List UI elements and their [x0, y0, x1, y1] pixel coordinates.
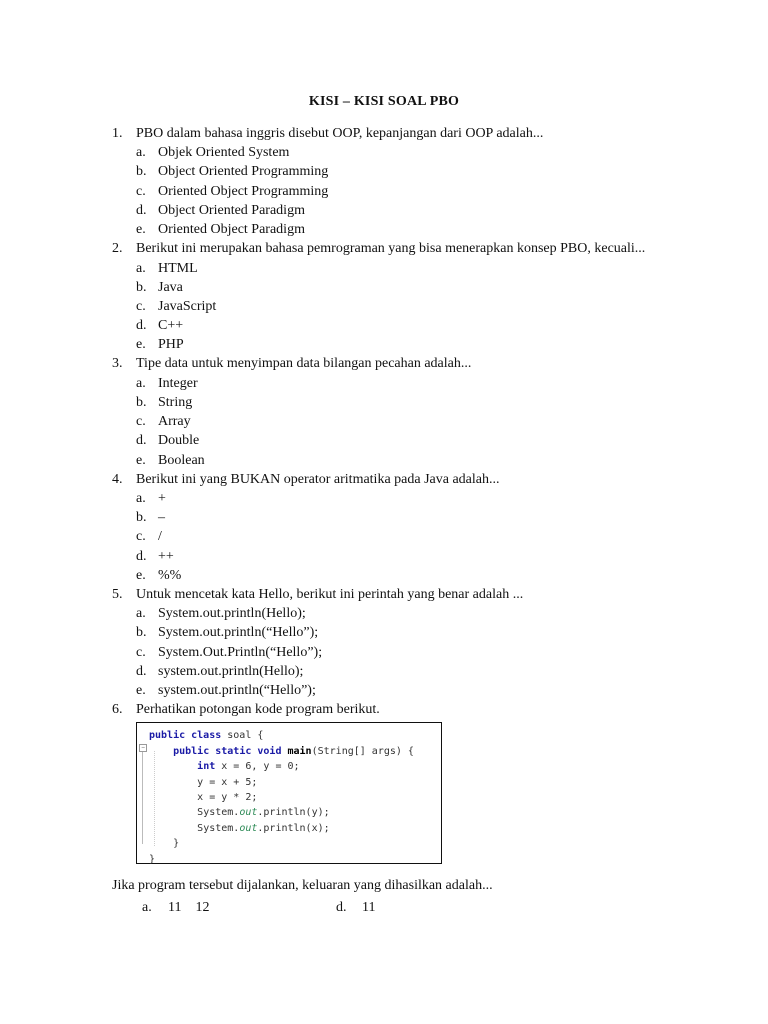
option-letter: e.: [136, 222, 146, 238]
option-text: Java: [158, 279, 183, 295]
option-letter: a.: [136, 606, 146, 622]
option-text: PHP: [158, 337, 184, 353]
question-5: [112, 585, 732, 700]
option-text: /: [158, 529, 162, 545]
code-snippet-image: [136, 722, 442, 864]
option-c: [112, 412, 732, 431]
option-text: +: [158, 491, 166, 506]
question-text: Berikut ini merupakan bahasa pemrograman yang bisa menerapkan konsep PBO, kecuali...: [136, 241, 646, 257]
answer-text: 11 12: [168, 900, 210, 915]
option-text: JavaScript: [158, 298, 217, 314]
question-number: 3.: [112, 356, 123, 372]
fold-rail: [142, 752, 143, 844]
question-text: Tipe data untuk menyimpan data bilangan pecahan adalah...: [136, 356, 472, 372]
option-letter: a.: [136, 145, 146, 161]
option-b: [112, 393, 732, 412]
option-letter: d.: [136, 663, 147, 679]
question-text: Untuk mencetak kata Hello, berikut ini perintah yang benar adalah ...: [136, 586, 524, 602]
code-line-1: public class soal {: [149, 730, 264, 742]
option-text: Array: [158, 414, 191, 430]
option-a: [112, 489, 732, 508]
code-line-7: System.out.println(x);: [197, 822, 330, 834]
option-a: [112, 604, 732, 623]
document-title: KISI – KISI SOAL PBO: [308, 94, 460, 109]
option-e: [112, 451, 732, 470]
code-line-4: y = x + 5;: [197, 776, 258, 788]
option-letter: e.: [136, 567, 146, 583]
answer-d: [336, 898, 375, 918]
question-number: 4.: [112, 471, 123, 487]
option-c: [112, 182, 732, 201]
option-text: Oriented Object Paradigm: [158, 222, 305, 238]
question-number: 1.: [112, 126, 123, 141]
option-a: [112, 374, 732, 393]
question-4: [112, 470, 732, 585]
question-number: 5.: [112, 586, 123, 602]
option-c: [112, 643, 732, 662]
option-e: [112, 681, 732, 700]
option-letter: b.: [136, 625, 147, 641]
question-3: [112, 354, 732, 469]
option-letter: c.: [136, 644, 146, 660]
question-text: Perhatikan potongan kode program berikut.: [136, 702, 380, 718]
option-text: Object Oriented Paradigm: [158, 202, 305, 218]
option-d: [112, 201, 732, 220]
option-letter: b.: [136, 164, 147, 180]
option-letter: b.: [136, 510, 147, 526]
option-letter: a.: [136, 491, 146, 506]
answer-letter: a.: [142, 900, 152, 915]
code-lines: [149, 728, 414, 867]
option-b: [112, 623, 732, 642]
option-letter: e.: [136, 337, 146, 353]
option-text: %%: [158, 567, 182, 583]
option-text: String: [158, 394, 193, 410]
option-a: [112, 259, 732, 278]
answer-text: 11: [362, 900, 376, 915]
option-letter: a.: [136, 260, 146, 276]
option-letter: c.: [136, 529, 146, 545]
option-text: system.out.println(Hello);: [158, 663, 304, 679]
option-letter: a.: [136, 375, 146, 391]
option-text: Boolean: [158, 452, 205, 468]
option-text: Object Oriented Programming: [158, 164, 329, 180]
option-text: Integer: [158, 375, 198, 391]
code-line-8: }: [173, 838, 180, 850]
option-text: Oriented Object Programming: [158, 183, 329, 199]
option-text: Double: [158, 433, 200, 449]
option-letter: c.: [136, 414, 146, 430]
option-letter: e.: [136, 682, 146, 698]
option-text: ++: [158, 548, 174, 564]
question-6: [112, 700, 732, 896]
option-a: [112, 143, 732, 162]
option-letter: b.: [136, 279, 147, 295]
option-text: System.out.println(“Hello”);: [158, 625, 319, 641]
question-text: PBO dalam bahasa inggris disebut OOP, kepanjangan dari OOP adalah...: [136, 126, 544, 141]
option-text: System.Out.Println(“Hello”);: [158, 644, 323, 660]
code-line-2: public static void main(String[] args) {: [173, 745, 414, 757]
question-number: 2.: [112, 241, 123, 257]
answer-letter: d.: [336, 900, 347, 915]
question-1: [112, 124, 732, 239]
option-letter: c.: [136, 183, 146, 199]
option-e: [112, 335, 732, 354]
option-text: system.out.println(“Hello”);: [158, 682, 316, 698]
option-text: System.out.println(Hello);: [158, 606, 306, 622]
option-c: [112, 527, 732, 546]
option-letter: d.: [136, 548, 147, 564]
option-b: [112, 162, 732, 181]
answer-options: [142, 898, 702, 918]
option-letter: c.: [136, 298, 146, 314]
option-text: Objek Oriented System: [158, 145, 290, 161]
option-letter: d.: [136, 318, 147, 334]
question-text: Berikut ini yang BUKAN operator aritmatika pada Java adalah...: [136, 471, 500, 487]
code-line-9: }: [149, 853, 156, 865]
question-number: 6.: [112, 702, 123, 718]
option-d: [112, 547, 732, 566]
code-line-3: int x = 6, y = 0;: [197, 761, 300, 773]
option-b: [112, 508, 732, 527]
option-letter: b.: [136, 394, 147, 410]
fold-minus-icon: −: [139, 744, 147, 752]
option-letter: d.: [136, 433, 147, 449]
answer-a: [142, 898, 209, 918]
option-letter: e.: [136, 452, 146, 468]
option-d: [112, 431, 732, 450]
question-followup-text: Jika program tersebut dijalankan, keluaran yang dihasilkan adalah...: [112, 878, 493, 894]
question-2: [112, 239, 732, 354]
question-list: [112, 124, 732, 896]
option-e: [112, 566, 732, 585]
option-c: [112, 297, 732, 316]
option-text: HTML: [158, 260, 198, 276]
option-d: [112, 662, 732, 681]
option-text: C++: [158, 318, 184, 334]
option-d: [112, 316, 732, 335]
code-line-5: x = y * 2;: [197, 792, 258, 804]
code-line-6: System.out.println(y);: [197, 807, 330, 819]
option-letter: d.: [136, 202, 147, 218]
option-e: [112, 220, 732, 239]
option-text: –: [158, 510, 165, 526]
option-b: [112, 278, 732, 297]
